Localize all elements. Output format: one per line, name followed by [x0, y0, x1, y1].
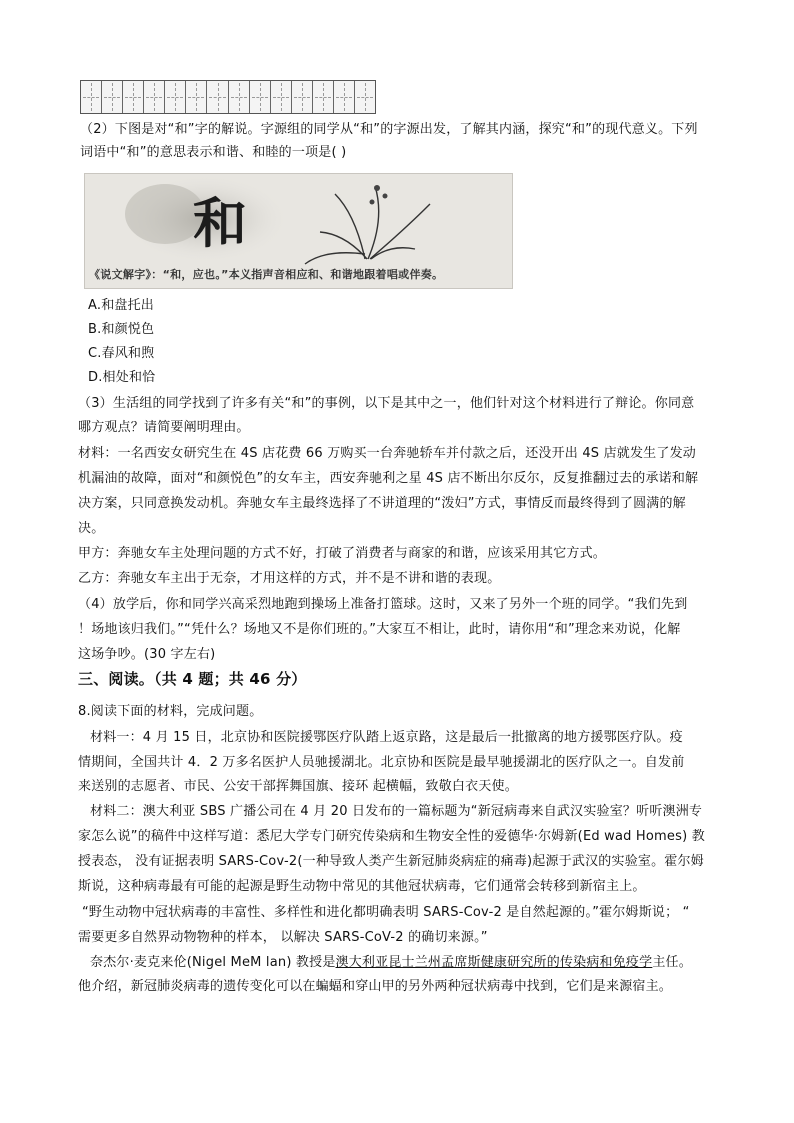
grid-cell[interactable] [81, 81, 102, 113]
material-2-line: 材料二：澳大利亚 SBS 广播公司在 4 月 20 日发布的一篇标题为“新冠病毒来自武汉实验室？听听澳洲专 [90, 804, 703, 819]
nigel-prefix: 奈杰尔·麦克来伦(Nigel MeM lan) 教授是 [90, 955, 336, 970]
grid-cell[interactable] [313, 81, 334, 113]
grid-cell[interactable] [355, 81, 375, 113]
grid-cell[interactable] [165, 81, 186, 113]
material-1-line: 来送别的志愿者、市民、公安干部挥舞国旗、接环 起横幅，致敬白衣天使。 [78, 779, 518, 794]
q2-line-1: （2）下图是对“和”字的解说。字源组的同学从“和”的字源出发，了解其内涵，探究“和”的现代意义。下列 [80, 122, 698, 137]
grid-cell[interactable] [334, 81, 355, 113]
q3-line: （3）生活组的同学找到了许多有关“和”的事例，以下是其中之一，他们针对这个材料进行了辩论。你同意 [78, 396, 695, 411]
grid-cell[interactable] [229, 81, 250, 113]
grid-cell[interactable] [123, 81, 144, 113]
grid-cell[interactable] [144, 81, 165, 113]
option-c[interactable]: C.春风和煦 [88, 346, 155, 361]
q2-line-2: 词语中“和”的意思表示和谐、和睦的一项是( ) [80, 145, 347, 160]
q3-line: 材料：一名西安女研究生在 4S 店花费 66 万购买一台奔驰轿车并付款之后，还没开出 4S 店就发生了发动 [78, 446, 696, 461]
figure-caption: 《说文解字》：“和，应也。”本义指声音相应和、和谐地跟着唱或伴奏。 [89, 268, 444, 281]
material-2-line: 斯说，这种病毒最有可能的起源是野生动物中常见的其他冠状病毒，它们通常会转移到新宿主上。 [78, 879, 646, 894]
option-d[interactable]: D.相处和恰 [88, 370, 156, 385]
orchid-drawing [305, 186, 430, 264]
grid-cell[interactable] [207, 81, 228, 113]
material-2-line: 授表态， 没有证据表明 SARS-Cov-2(一种导致人类产生新冠肺炎病症的痛毒)起源于武汉的实验室。霍尔姆 [78, 854, 704, 869]
q3-line: 决。 [78, 521, 105, 536]
section-title: 三、阅读。（共 4 题；共 46 分） [78, 670, 307, 688]
grid-cell[interactable] [186, 81, 207, 113]
q3-line: 决方案，只同意换发动机。奔驰女车主最终选择了不讲道理的“泼妇”方式，事情反而最终得到了圆满的解 [78, 496, 686, 511]
grid-cell[interactable] [292, 81, 313, 113]
q3-line: 哪方观点？请简要阐明理由。 [78, 420, 250, 435]
institute-name: 澳大利亚昆士兰州孟席斯健康研究所的传染病和免疫学 [335, 955, 653, 970]
nigel-line [90, 953, 692, 973]
quote-line: 需要更多自然界动物物种的样本， 以解决 SARS-CoV-2 的确切来源。” [78, 930, 488, 945]
q3-line: 机漏油的故障，面对“和颜悦色”的女车主，西安奔驰利之星 4S 店不断出尔反尔，反复推翻过去的承诺和解 [78, 471, 699, 486]
grid-cell[interactable] [102, 81, 123, 113]
answer-grid[interactable] [80, 80, 376, 114]
nigel-suffix: 主任。 [652, 955, 692, 970]
q3-line: 甲方：奔驰女车主处理问题的方式不好，打破了消费者与商家的和谐，应该采用其它方式。 [78, 546, 607, 561]
last-line: 他介绍，新冠肺炎病毒的遗传变化可以在蝙蝠和穿山甲的另外两种冠状病毒中找到，它们是来源宿主。 [78, 979, 673, 994]
material-1-line: 情期间，全国共计 4．2 万多名医护人员驰援湖北。北京协和医院是最早驰援湖北的医疗队之一。自发前 [78, 755, 685, 770]
quote-line: “野生动物中冠状病毒的丰富性、多样性和进化都明确表明 SARS-Cov-2 是自然起源的。”霍尔姆斯说； “ [82, 905, 690, 920]
hanzi-figure [84, 173, 513, 289]
q4-line: 这场争吵。(30 字左右) [78, 647, 216, 662]
material-2-line: 家怎么说”的稿件中这样写道：悉尼大学专门研究传染病和生物安全性的爱德华·尔姆新(Ed wad Homes) 教 [78, 829, 705, 844]
q3-line: 乙方：奔驰女车主出于无奈，才用这样的方式，并不是不讲和谐的表现。 [78, 571, 501, 586]
grid-cell[interactable] [271, 81, 292, 113]
grid-cell[interactable] [250, 81, 271, 113]
calligraphy-character: 和 [193, 191, 247, 255]
option-b[interactable]: B.和颜悦色 [88, 322, 155, 337]
material-1-line: 材料一：4 月 15 日，北京协和医院援鄂医疗队踏上返京路，这是最后一批撤离的地方援鄂医疗队。疫 [90, 730, 683, 745]
option-a[interactable]: A.和盘托出 [88, 298, 154, 313]
q4-line: ！场地该归我们。”“凭什么？场地又不是你们班的。”大家互不相让，此时，请你用“和”理念来劝说，化解 [78, 622, 681, 637]
q4-line: （4）放学后，你和同学兴高采烈地跑到操场上准备打篮球。这时，又来了另外一个班的同学。“我们先到 [78, 597, 688, 612]
q8-intro: 8.阅读下面的材料，完成问题。 [78, 704, 263, 719]
